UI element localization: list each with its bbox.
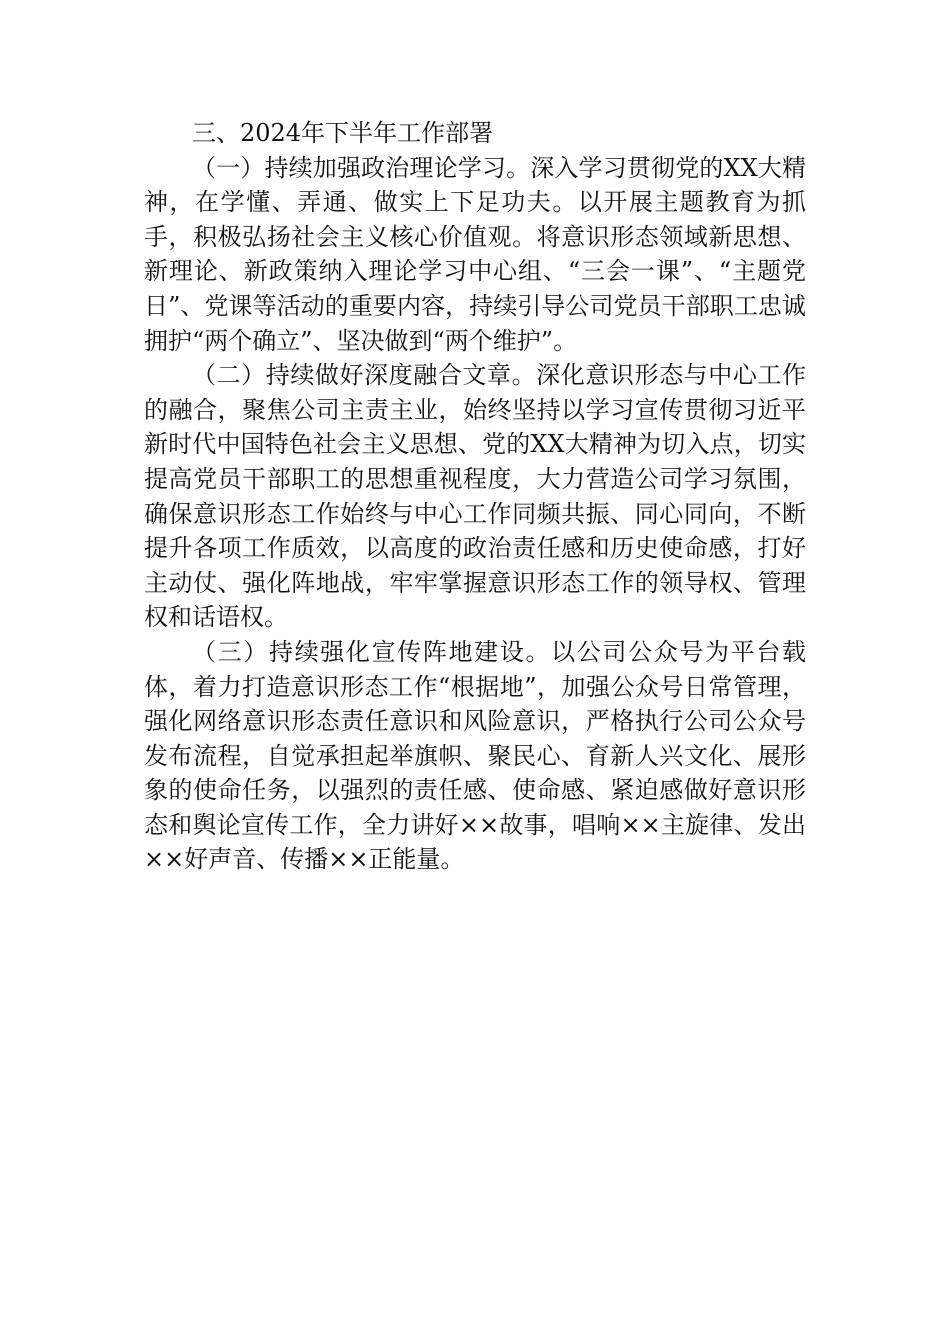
paragraph-political-theory: （一）持续加强政治理论学习。深入学习贯彻党的XX大精神，在学懂、弄通、做实上下足功夫。以开展主题教育为抓手，积极弘扬社会主义核心价值观。将意识形态领域新思想、新理论、新政策纳入理论学习中心组、“三会一课”、“主题党日”、党课等活动的重要内容，持续引导公司党员干部职工忠诚拥护“两个确立”、坚决做到“两个维护”。 <box>144 153 806 355</box>
paragraph-publicity-platform: （三）持续强化宣传阵地建设。以公司公众号为平台载体，着力打造意识形态工作“根据地”，加强公众号日常管理，强化网络意识形态责任意识和风险意识，严格执行公司公众号发布流程，自觉承担起举旗帜、聚民心、育新人兴文化、展形象的使命任务，以强烈的责任感、使命感、紧迫感做好意识形态和舆论宣传工作，全力讲好××故事，唱响××主旋律、发出××好声音、传播××正能量。 <box>144 637 806 874</box>
paragraph-deep-integration: （二）持续做好深度融合文章。深化意识形态与中心工作的融合，聚焦公司主责主业，始终坚持以学习宣传贯彻习近平新时代中国特色社会主义思想、党的XX大精神为切入点，切实提高党员干部职工的思想重视程度，大力营造公司学习氛围，确保意识形态工作始终与中心工作同频共振、同心同向，不断提升各项工作质效，以高度的政治责任感和历史使命感，打好主动仗、强化阵地战，牢牢掌握意识形态工作的领导权、管理权和话语权。 <box>144 361 806 632</box>
section-heading: 三、2024年下半年工作部署 <box>192 119 494 147</box>
document-body <box>144 116 806 877</box>
